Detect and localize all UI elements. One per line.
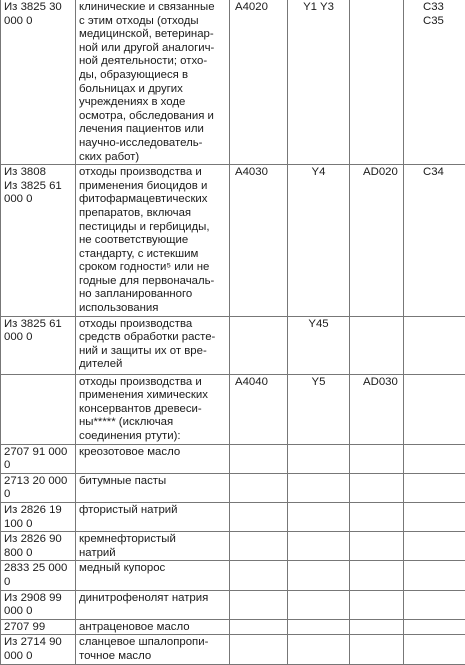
hs-code-cell (1, 374, 76, 444)
c-code-text: C33 C35 (407, 1, 462, 28)
y-code-text: Y5 (312, 376, 326, 388)
c-code-cell (404, 165, 465, 317)
ad-code-cell (350, 503, 404, 532)
description-cell (76, 532, 230, 561)
c-code-cell (404, 444, 465, 473)
y-code-cell (288, 444, 350, 473)
hs-code-text: Из 3825 30 000 0 (4, 1, 62, 27)
hs-code-text: 2833 25 000 0 (4, 562, 67, 588)
y-code-cell (288, 635, 350, 664)
table-row (1, 165, 465, 317)
c-code-cell (404, 635, 465, 664)
description-text: клинические и связанные с этим отходы (отходы медицинской, ветеринар- ной или другой аналогич- ной деятельности; отхо- ды, образующиеся в больницах и других учреждениях в ходе осмотра, обследования и лечения пациентов или научно-исследователь- ских работ) (79, 1, 215, 163)
a-code-cell (230, 374, 288, 444)
c-code-cell (404, 590, 465, 619)
description-text: кремнефтористый натрий (79, 533, 176, 559)
table-row (1, 316, 465, 374)
a-code-cell (230, 473, 288, 502)
y-code-text: Y1 Y3 (303, 1, 334, 13)
table-row (1, 532, 465, 561)
y-code-text: Y4 (312, 166, 326, 178)
c-code-cell (404, 503, 465, 532)
y-code-cell (288, 374, 350, 444)
hs-code-text: Из 3808 Из 3825 61 000 0 (4, 166, 62, 205)
description-cell (76, 635, 230, 664)
description-text: отходы производства и применения химических консервантов древеси- ны***** (исключая соединения ртути): (79, 376, 208, 442)
ad-code-cell (350, 590, 404, 619)
a-code-cell (230, 561, 288, 590)
ad-code-cell (350, 532, 404, 561)
description-cell (76, 503, 230, 532)
y-code-cell (288, 561, 350, 590)
table-row (1, 619, 465, 635)
hs-code-text: 2707 91 000 0 (4, 446, 67, 472)
a-code-cell (230, 503, 288, 532)
description-text: сланцевое шпалопропи- точное масло (79, 636, 208, 662)
hs-code-cell (1, 590, 76, 619)
description-text: антраценовое масло (79, 621, 190, 633)
c-code-cell (404, 374, 465, 444)
table-row (1, 444, 465, 473)
table-row (1, 374, 465, 444)
hs-code-cell (1, 532, 76, 561)
description-cell (76, 619, 230, 635)
table-row (1, 561, 465, 590)
ad-code-cell (350, 473, 404, 502)
hs-code-cell (1, 444, 76, 473)
hs-code-cell (1, 619, 76, 635)
c-code-cell (404, 473, 465, 502)
y-code-cell (288, 590, 350, 619)
hs-code-cell (1, 635, 76, 664)
hs-code-text: Из 2714 90 000 0 (4, 636, 62, 662)
hs-code-cell (1, 473, 76, 502)
ad-code-cell (350, 0, 404, 165)
ad-code-cell (350, 444, 404, 473)
description-cell (76, 165, 230, 317)
description-cell (76, 374, 230, 444)
c-code-cell (404, 316, 465, 374)
c-code-cell (404, 619, 465, 635)
ad-code-cell (350, 165, 404, 317)
hs-code-cell (1, 165, 76, 317)
hs-code-text: 2707 99 (4, 621, 45, 633)
a-code-cell (230, 0, 288, 165)
description-text: медный купорос (79, 562, 165, 574)
y-code-cell (288, 619, 350, 635)
description-text: битумные пасты (79, 475, 166, 487)
table-body (1, 0, 465, 664)
a-code-cell (230, 619, 288, 635)
c-code-cell (404, 532, 465, 561)
description-text: отходы производства средств обработки расте- ний и защиты их от вре- дителей (79, 318, 215, 371)
table-row (1, 0, 465, 165)
c-code-cell (404, 561, 465, 590)
description-text: креозотовое масло (79, 446, 180, 458)
a-code-cell (230, 635, 288, 664)
description-cell (76, 473, 230, 502)
hs-code-cell (1, 503, 76, 532)
a-code-cell (230, 444, 288, 473)
ad-code-cell (350, 374, 404, 444)
y-code-cell (288, 503, 350, 532)
hs-code-text: Из 2826 90 800 0 (4, 533, 62, 559)
a-code-text: A4040 (233, 376, 284, 390)
description-cell (76, 0, 230, 165)
ad-code-cell (350, 316, 404, 374)
ad-code-cell (350, 619, 404, 635)
a-code-text: A4020 (233, 1, 284, 15)
description-cell (76, 316, 230, 374)
hs-code-text: Из 3825 61 000 0 (4, 318, 62, 344)
hs-code-text: Из 2908 99 000 0 (4, 592, 62, 618)
hs-code-text: Из 2826 19 100 0 (4, 504, 62, 530)
hs-code-cell (1, 316, 76, 374)
description-text: динитрофенолят натрия (79, 592, 208, 604)
y-code-cell (288, 316, 350, 374)
a-code-text: A4030 (233, 166, 284, 180)
description-text: отходы производства и применения биоцидов и фитофармацевтических препаратов, включая пестициды и гербициды, не соответствующие стандарту, с истекшим сроком годности⁵ или не годные для первоначаль- но запланированного использования (79, 166, 214, 314)
table-row (1, 635, 465, 664)
ad-code-text: AD030 (353, 376, 400, 390)
ad-code-cell (350, 635, 404, 664)
table-row (1, 590, 465, 619)
description-cell (76, 590, 230, 619)
hs-code-cell (1, 0, 76, 165)
y-code-cell (288, 0, 350, 165)
y-code-cell (288, 473, 350, 502)
table-row (1, 503, 465, 532)
a-code-cell (230, 590, 288, 619)
hs-code-text: 2713 20 000 0 (4, 475, 67, 501)
c-code-cell (404, 0, 465, 165)
a-code-cell (230, 165, 288, 317)
y-code-cell (288, 165, 350, 317)
c-code-text: C34 (407, 166, 462, 180)
a-code-cell (230, 532, 288, 561)
description-cell (76, 444, 230, 473)
a-code-cell (230, 316, 288, 374)
description-text: фтористый натрий (79, 504, 178, 516)
ad-code-text: AD020 (353, 166, 400, 180)
ad-code-cell (350, 561, 404, 590)
description-cell (76, 561, 230, 590)
y-code-text: Y45 (308, 318, 328, 330)
hs-code-cell (1, 561, 76, 590)
y-code-cell (288, 532, 350, 561)
table-row (1, 473, 465, 502)
